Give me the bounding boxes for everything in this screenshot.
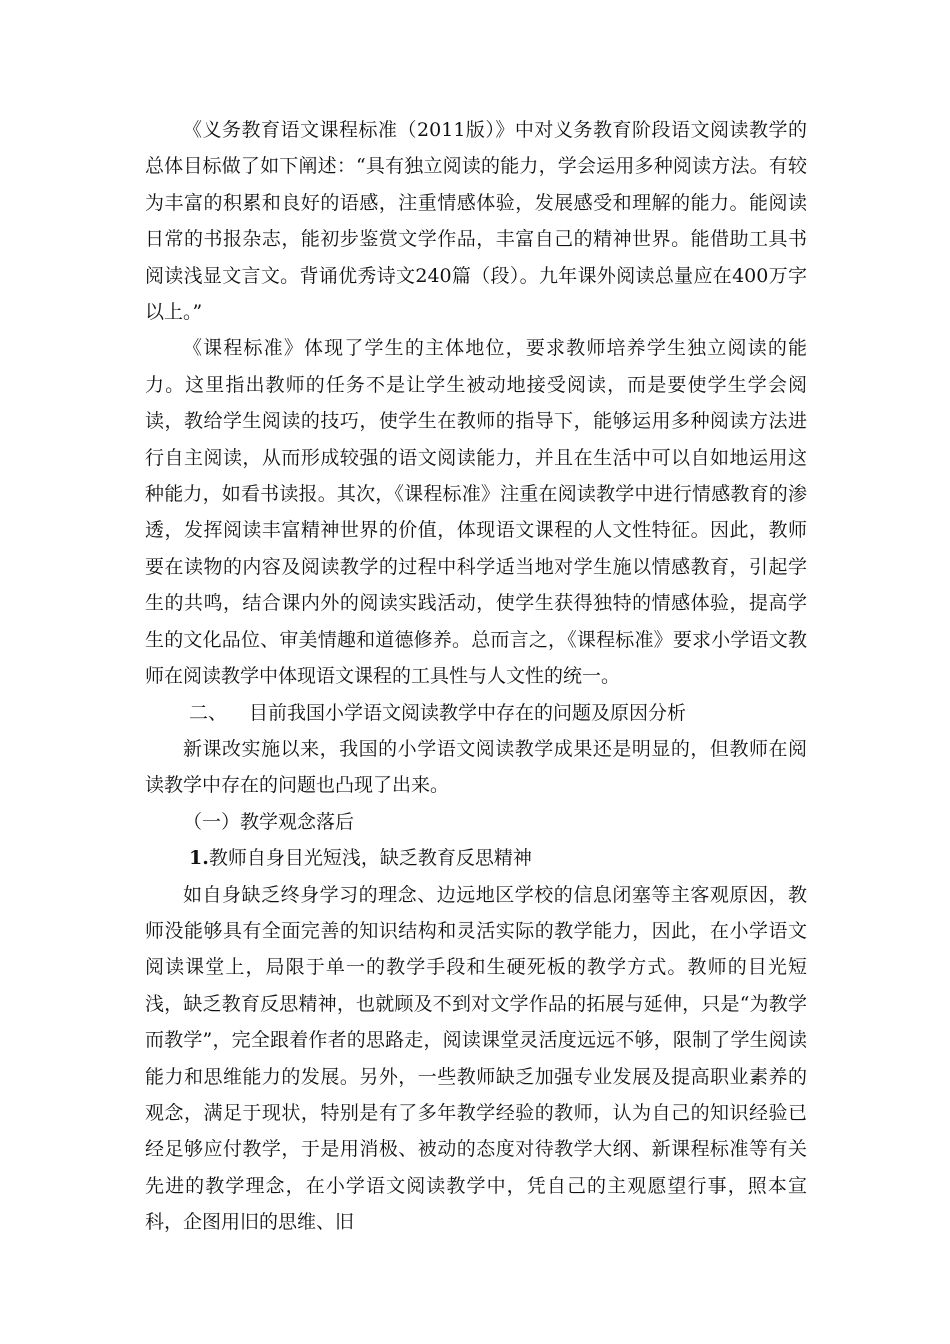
section-number: 二、 [189,701,228,724]
document-body [145,112,807,1241]
section-title: 目前我国小学语文阅读教学中存在的问题及原因分析 [249,701,687,724]
paragraph-section-intro: 新课改实施以来，我国的小学语文阅读教学成果还是明显的，但教师在阅读教学中存在的问题也凸现了出来。 [145,737,807,797]
paragraph-curriculum-analysis: 《课程标准》体现了学生的主体地位，要求教师培养学生独立阅读的能力。这里指出教师的任务不是让学生被动地接受阅读，而是要使学生学会阅读，教给学生阅读的技巧，使学生在教师的指导下，能够运用多种阅读方法进行自主阅读，从而形成较强的语文阅读能力，并且在生活中可以自如地运用这种能力，如看书读报。其次，《课程标准》注重在阅读教学中进行情感教育的渗透，发挥阅读丰富精神世界的价值，体现语文课程的人文性特征。因此，教师要在读物的内容及阅读教学的过程中科学适当地对学生施以情感教育，引起学生的共鸣，结合课内外的阅读实践活动，使学生获得独特的情感体验，提高学生的文化品位、审美情趣和道德修养。总而言之，《课程标准》要求小学语文教师在阅读教学中体现语文课程的工具性与人文性的统一。 [145,337,807,688]
paragraph-curriculum-goals: 《义务教育语文课程标准（2011版）》中对义务教育阶段语文阅读教学的总体目标做了如下阐述：“具有独立阅读的能力，学会运用多种阅读方法。有较为丰富的积累和良好的语感，注重情感体验，发展感受和理解的能力。能阅读日常的书报杂志，能初步鉴赏文学作品，丰富自己的精神世界。能借助工具书阅读浅显文言文。背诵优秀诗文240篇（段）。九年课外阅读总量应在400万字以上。” [145,119,807,324]
subsubsection-number: 1. [189,847,209,870]
subsubsection-title: 教师自身目光短浅，缺乏教育反思精神 [208,847,532,870]
paragraph-teacher-vision: 如自身缺乏终身学习的理念、边远地区学校的信息闭塞等主客观原因，教师没能够具有全面完善的知识结构和灵活实际的教学能力，因此，在小学语文阅读课堂上，局限于单一的教学手段和生硬死板的教学方式。教师的目光短浅，缺乏教育反思精神，也就顾及不到对文学作品的拓展与延伸，只是“为教学而教学”，完全跟着作者的思路走，阅读课堂灵活度远远不够，限制了学生阅读能力和思维能力的发展。另外，一些教师缺乏加强专业发展及提高职业素养的观念，满足于现状，特别是有了多年教学经验的教师，认为自己的知识经验已经足够应付教学，于是用消极、被动的态度对待教学大纲、新课程标准等有关先进的教学理念，在小学语文阅读教学中，凭自己的主观愿望行事，照本宣科，企图用旧的思维、旧 [145,883,807,1234]
subsubsection-heading-1 [145,840,807,876]
subsection-heading-1: （一）教学观念落后 [183,810,355,833]
section-heading-2 [145,695,807,731]
